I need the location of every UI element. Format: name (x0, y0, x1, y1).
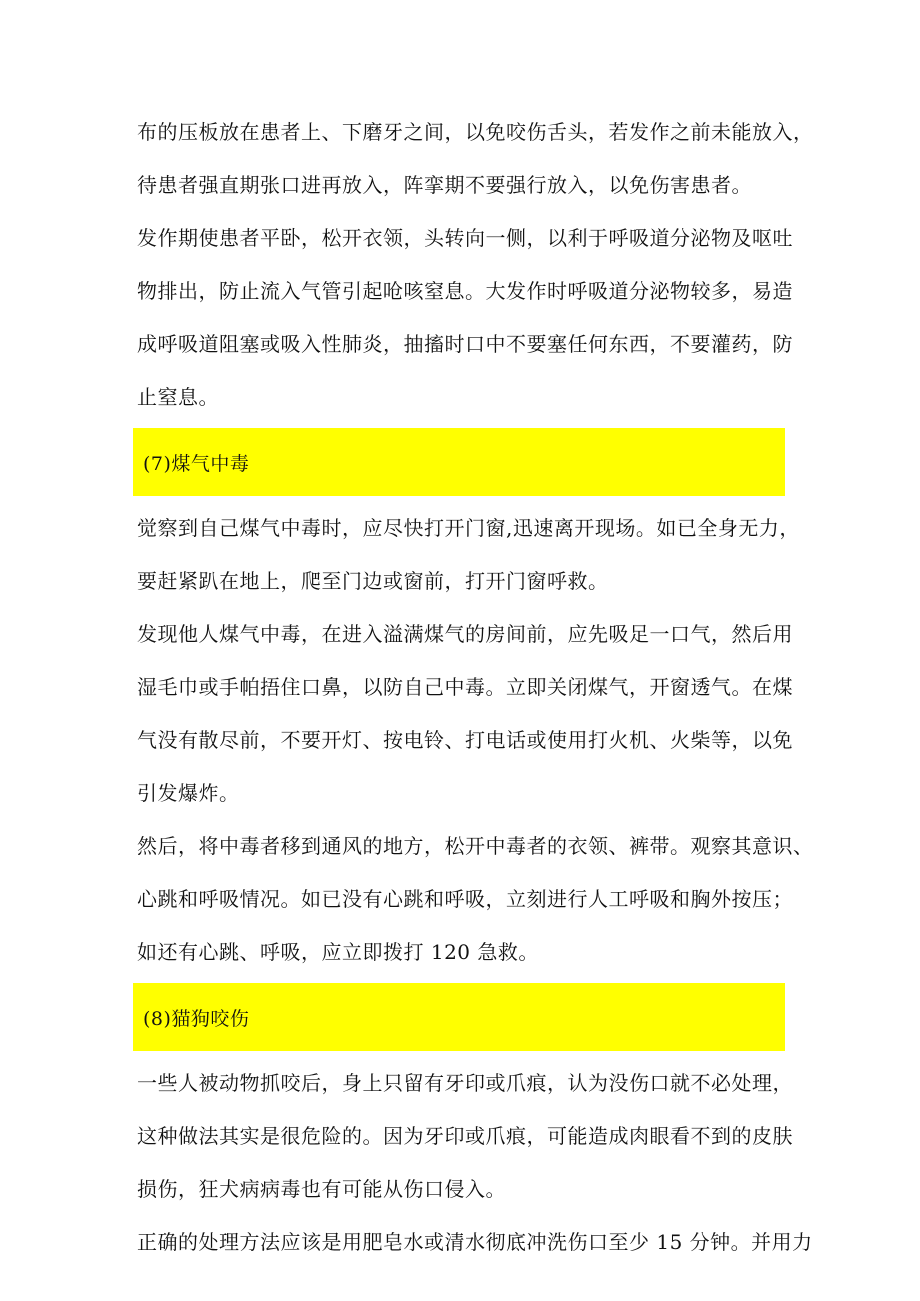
text-line: 一些人被动物抓咬后，身上只留有牙印或爪痕，认为没伤口就不必处理， (137, 1071, 793, 1095)
text-line: 布的压板放在患者上、下磨牙之间，以免咬伤舌头，若发作之前未能放入， (137, 120, 814, 144)
section-heading-animal-bites (133, 983, 785, 1051)
text-line: 如还有心跳、呼吸，应立即拨打 120 急救。 (137, 940, 539, 964)
text-line: 湿毛巾或手帕捂住口鼻，以防自己中毒。立即关闭煤气，开窗透气。在煤 (137, 675, 793, 699)
text-line: 发作期使患者平卧，松开衣领，头转向一侧，以利于呼吸道分泌物及呕吐 (137, 226, 793, 250)
text-line: 成呼吸道阻塞或吸入性肺炎，抽搐时口中不要塞任何东西，不要灌药，防 (137, 332, 793, 356)
text-line: 气没有散尽前，不要开灯、按电铃、打电话或使用打火机、火柴等，以免 (137, 728, 793, 752)
text-line: 待患者强直期张口进再放入，阵挛期不要强行放入，以免伤害患者。 (137, 173, 752, 197)
text-line: 正确的处理方法应该是用肥皂水或清水彻底冲洗伤口至少 15 分钟。并用力 (137, 1230, 813, 1254)
text-line: 发现他人煤气中毒，在进入溢满煤气的房间前，应先吸足一口气，然后用 (137, 622, 793, 646)
text-line: 引发爆炸。 (137, 781, 240, 805)
paragraph-seizure-tongue-guard (137, 106, 814, 212)
text-line: 心跳和呼吸情况。如已没有心跳和呼吸，立刻进行人工呼吸和胸外按压； (137, 887, 793, 911)
text-line: 损伤，狂犬病病毒也有可能从伤口侵入。 (137, 1177, 506, 1201)
text-line: 止窒息。 (137, 385, 219, 409)
text-line: 物排出，防止流入气管引起呛咳窒息。大发作时呼吸道分泌物较多，易造 (137, 279, 793, 303)
section-heading-text: (8)猫狗咬伤 (143, 1007, 250, 1030)
paragraph-bite-danger (137, 1057, 797, 1216)
paragraph-gas-self (137, 502, 800, 608)
text-line: 要赶紧趴在地上，爬至门边或窗前，打开门窗呼救。 (137, 569, 609, 593)
paragraph-gas-others (137, 608, 797, 820)
section-heading-text: (7)煤气中毒 (143, 452, 250, 475)
document-body (137, 106, 814, 1269)
text-line: 然后，将中毒者移到通风的地方，松开中毒者的衣领、裤带。观察其意识、 (137, 834, 814, 858)
text-line: 这种做法其实是很危险的。因为牙印或爪痕，可能造成肉眼看不到的皮肤 (137, 1124, 793, 1148)
paragraph-bite-treatment (137, 1216, 813, 1269)
paragraph-gas-rescue (137, 820, 814, 979)
text-line: 觉察到自己煤气中毒时，应尽快打开门窗,迅速离开现场。如已全身无力， (137, 516, 800, 540)
paragraph-seizure-positioning (137, 212, 797, 424)
section-heading-gas-poisoning (133, 428, 785, 496)
